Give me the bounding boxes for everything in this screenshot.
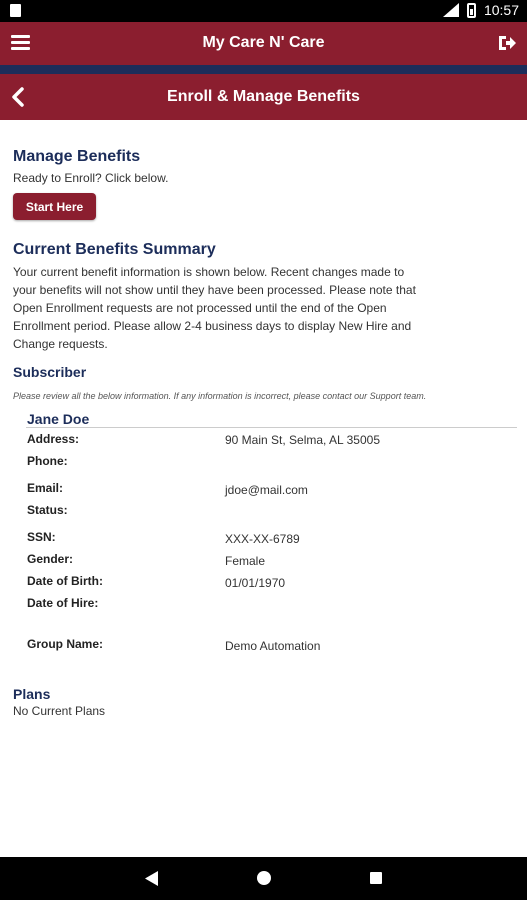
status-icons <box>443 2 519 18</box>
phone-label: Phone: <box>27 454 68 468</box>
gender-value: Female <box>225 554 266 568</box>
subscriber-note: Please review all the below information. If any information is incorrect, please contact our Support team. <box>13 391 427 401</box>
system-nav-bar <box>0 857 527 900</box>
status-bar <box>0 0 527 22</box>
nav-home-icon[interactable] <box>257 871 271 885</box>
summary-text: Your current benefit information is shown below. Recent changes made to your benefits will not show until they have been processed. Please note that Open Enrollment requests are not processed until the end of the Open Enrollment period. Please allow 2-4 business days to display New Hire and Change requests. <box>13 265 416 351</box>
accent-stripe <box>0 65 527 74</box>
nav-back-icon[interactable] <box>145 871 159 886</box>
group-name-value: Demo Automation <box>225 639 321 653</box>
address-label: Address: <box>27 432 80 446</box>
manage-benefits-heading: Manage Benefits <box>13 148 141 165</box>
status-time: 10:57 <box>483 2 519 18</box>
dob-label: Date of Birth: <box>27 574 103 588</box>
dob-value: 01/01/1970 <box>225 576 286 590</box>
name-divider <box>26 427 517 428</box>
nav-recents-icon[interactable] <box>370 872 382 884</box>
page-title: Enroll & Manage Benefits <box>167 88 360 105</box>
signal-icon <box>443 3 459 17</box>
summary-heading: Current Benefits Summary <box>13 241 216 258</box>
subscriber-heading: Subscriber <box>13 364 87 380</box>
battery-icon <box>467 3 476 18</box>
page-header <box>0 74 527 120</box>
subscriber-name: Jane Doe <box>27 411 90 427</box>
app-bar <box>0 22 527 65</box>
main-content <box>0 120 527 857</box>
ssn-value: XXX-XX-6789 <box>225 532 300 546</box>
email-label: Email: <box>27 481 64 495</box>
enroll-prompt: Ready to Enroll? Click below. <box>13 171 169 185</box>
start-here-button[interactable]: Start Here <box>13 193 96 220</box>
app-title: My Care N' Care <box>202 34 325 51</box>
notification-icon <box>10 4 21 17</box>
email-value: jdoe@mail.com <box>225 483 308 497</box>
date-of-hire-label: Date of Hire: <box>27 596 99 610</box>
plans-heading: Plans <box>13 686 51 702</box>
ssn-label: SSN: <box>27 530 56 544</box>
plans-text: No Current Plans <box>13 704 106 718</box>
gender-label: Gender: <box>27 552 74 566</box>
group-name-label: Group Name: <box>27 637 104 651</box>
logout-icon[interactable] <box>497 33 517 53</box>
status-label: Status: <box>27 503 68 517</box>
address-value: 90 Main St, Selma, AL 35005 <box>225 433 380 447</box>
